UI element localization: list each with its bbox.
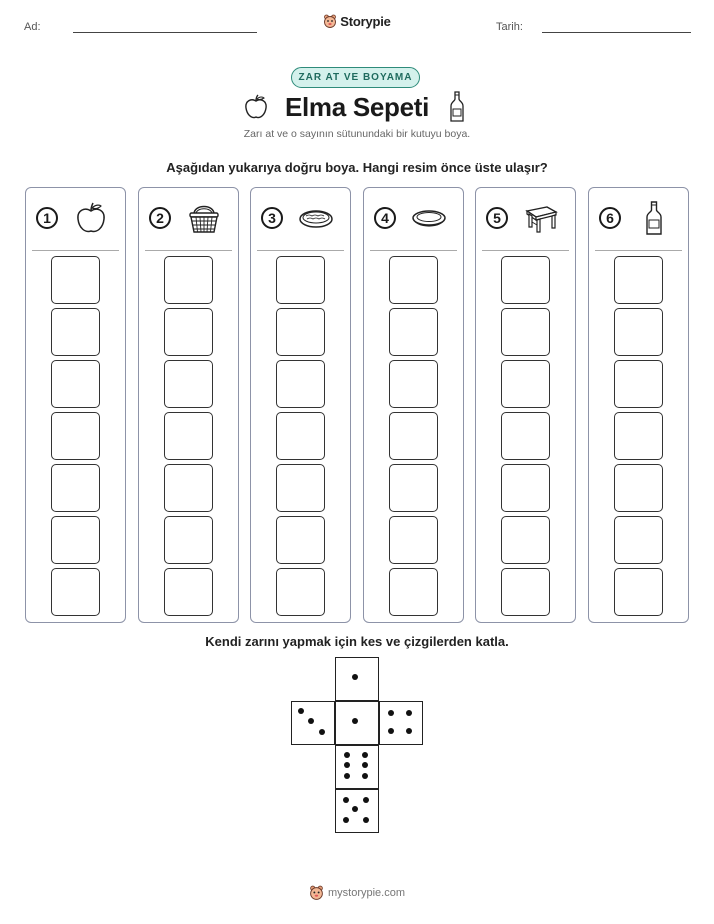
color-box[interactable] (164, 360, 213, 408)
color-box[interactable] (614, 308, 663, 356)
pip (362, 752, 368, 758)
color-box[interactable] (501, 308, 550, 356)
column-5 (475, 187, 576, 623)
apple-icon (73, 200, 109, 236)
color-box[interactable] (389, 256, 438, 304)
instruction-text: Aşağıdan yukarıya doğru boya. Hangi resim önce üste ulaşır? (166, 160, 548, 175)
mascot-icon (323, 14, 337, 29)
pip (363, 797, 369, 803)
color-box[interactable] (276, 360, 325, 408)
pip (343, 797, 349, 803)
column-number: 1 (36, 207, 58, 229)
color-box[interactable] (276, 308, 325, 356)
column-6 (588, 187, 689, 623)
color-box[interactable] (614, 360, 663, 408)
pie-dish-icon (411, 200, 447, 236)
bottle-icon (448, 90, 466, 124)
pip (344, 773, 350, 779)
color-box[interactable] (389, 360, 438, 408)
die-face-3 (291, 701, 335, 745)
pip (352, 674, 358, 680)
pip (319, 729, 325, 735)
column-number: 5 (486, 207, 508, 229)
column-number: 4 (374, 207, 396, 229)
column-divider (32, 250, 119, 251)
color-box[interactable] (501, 516, 550, 564)
color-box[interactable] (389, 464, 438, 512)
stool-icon (523, 200, 559, 236)
brand-logo (0, 14, 714, 29)
die-face-1 (335, 657, 379, 701)
pip (344, 752, 350, 758)
color-box[interactable] (276, 412, 325, 460)
color-box[interactable] (51, 568, 100, 616)
column-1 (25, 187, 126, 623)
pip (406, 710, 412, 716)
pie-icon (298, 200, 334, 236)
color-box[interactable] (276, 256, 325, 304)
column-number: 3 (261, 207, 283, 229)
color-box[interactable] (51, 516, 100, 564)
column-number: 6 (599, 207, 621, 229)
page-title: Elma Sepeti (284, 92, 430, 122)
die-face-4 (379, 701, 423, 745)
pip (352, 718, 358, 724)
pip (388, 728, 394, 734)
pip (362, 762, 368, 768)
die-face-6 (335, 745, 379, 789)
color-box[interactable] (164, 516, 213, 564)
pip (352, 806, 358, 812)
color-box[interactable] (276, 516, 325, 564)
brand-name: Storypie (340, 14, 391, 29)
color-box[interactable] (276, 464, 325, 512)
color-box[interactable] (501, 412, 550, 460)
bottle-icon (636, 200, 672, 236)
date-label: Tarih: (496, 21, 523, 33)
pip (344, 762, 350, 768)
pip (298, 708, 304, 714)
subtitle: Zarı at ve o sayının sütunundaki bir kutuyu boya. (243, 128, 471, 140)
column-3 (250, 187, 351, 623)
column-divider (595, 250, 682, 251)
color-box[interactable] (614, 464, 663, 512)
color-box[interactable] (389, 516, 438, 564)
color-box[interactable] (389, 568, 438, 616)
color-box[interactable] (164, 464, 213, 512)
color-box[interactable] (164, 412, 213, 460)
pip (388, 710, 394, 716)
activity-badge: ZAR AT VE BOYAMA (291, 67, 420, 88)
pip (343, 817, 349, 823)
color-box[interactable] (614, 256, 663, 304)
mascot-icon (309, 885, 324, 901)
column-divider (370, 250, 457, 251)
date-line[interactable] (542, 32, 691, 33)
pip (362, 773, 368, 779)
cut-instruction: Kendi zarını yapmak için kes ve çizgilerden katla. (205, 634, 509, 649)
pip (308, 718, 314, 724)
color-box[interactable] (389, 308, 438, 356)
color-box[interactable] (614, 412, 663, 460)
color-box[interactable] (501, 568, 550, 616)
color-box[interactable] (501, 464, 550, 512)
color-box[interactable] (51, 256, 100, 304)
color-box[interactable] (389, 412, 438, 460)
column-4 (363, 187, 464, 623)
color-box[interactable] (164, 308, 213, 356)
color-box[interactable] (276, 568, 325, 616)
color-box[interactable] (51, 412, 100, 460)
color-box[interactable] (614, 516, 663, 564)
die-face-1 (335, 701, 379, 745)
column-divider (482, 250, 569, 251)
footer-url: mystorypie.com (327, 887, 406, 899)
color-box[interactable] (164, 568, 213, 616)
color-box[interactable] (501, 360, 550, 408)
color-box[interactable] (164, 256, 213, 304)
pip (363, 817, 369, 823)
die-face-5 (335, 789, 379, 833)
name-label: Ad: (24, 21, 41, 33)
column-divider (145, 250, 232, 251)
footer (0, 885, 714, 901)
color-box[interactable] (51, 464, 100, 512)
column-2 (138, 187, 239, 623)
color-box[interactable] (51, 360, 100, 408)
name-line[interactable] (73, 32, 257, 33)
column-number: 2 (149, 207, 171, 229)
column-divider (257, 250, 344, 251)
color-box[interactable] (501, 256, 550, 304)
pip (406, 728, 412, 734)
color-box[interactable] (51, 308, 100, 356)
basket-icon (186, 200, 222, 236)
color-box[interactable] (614, 568, 663, 616)
